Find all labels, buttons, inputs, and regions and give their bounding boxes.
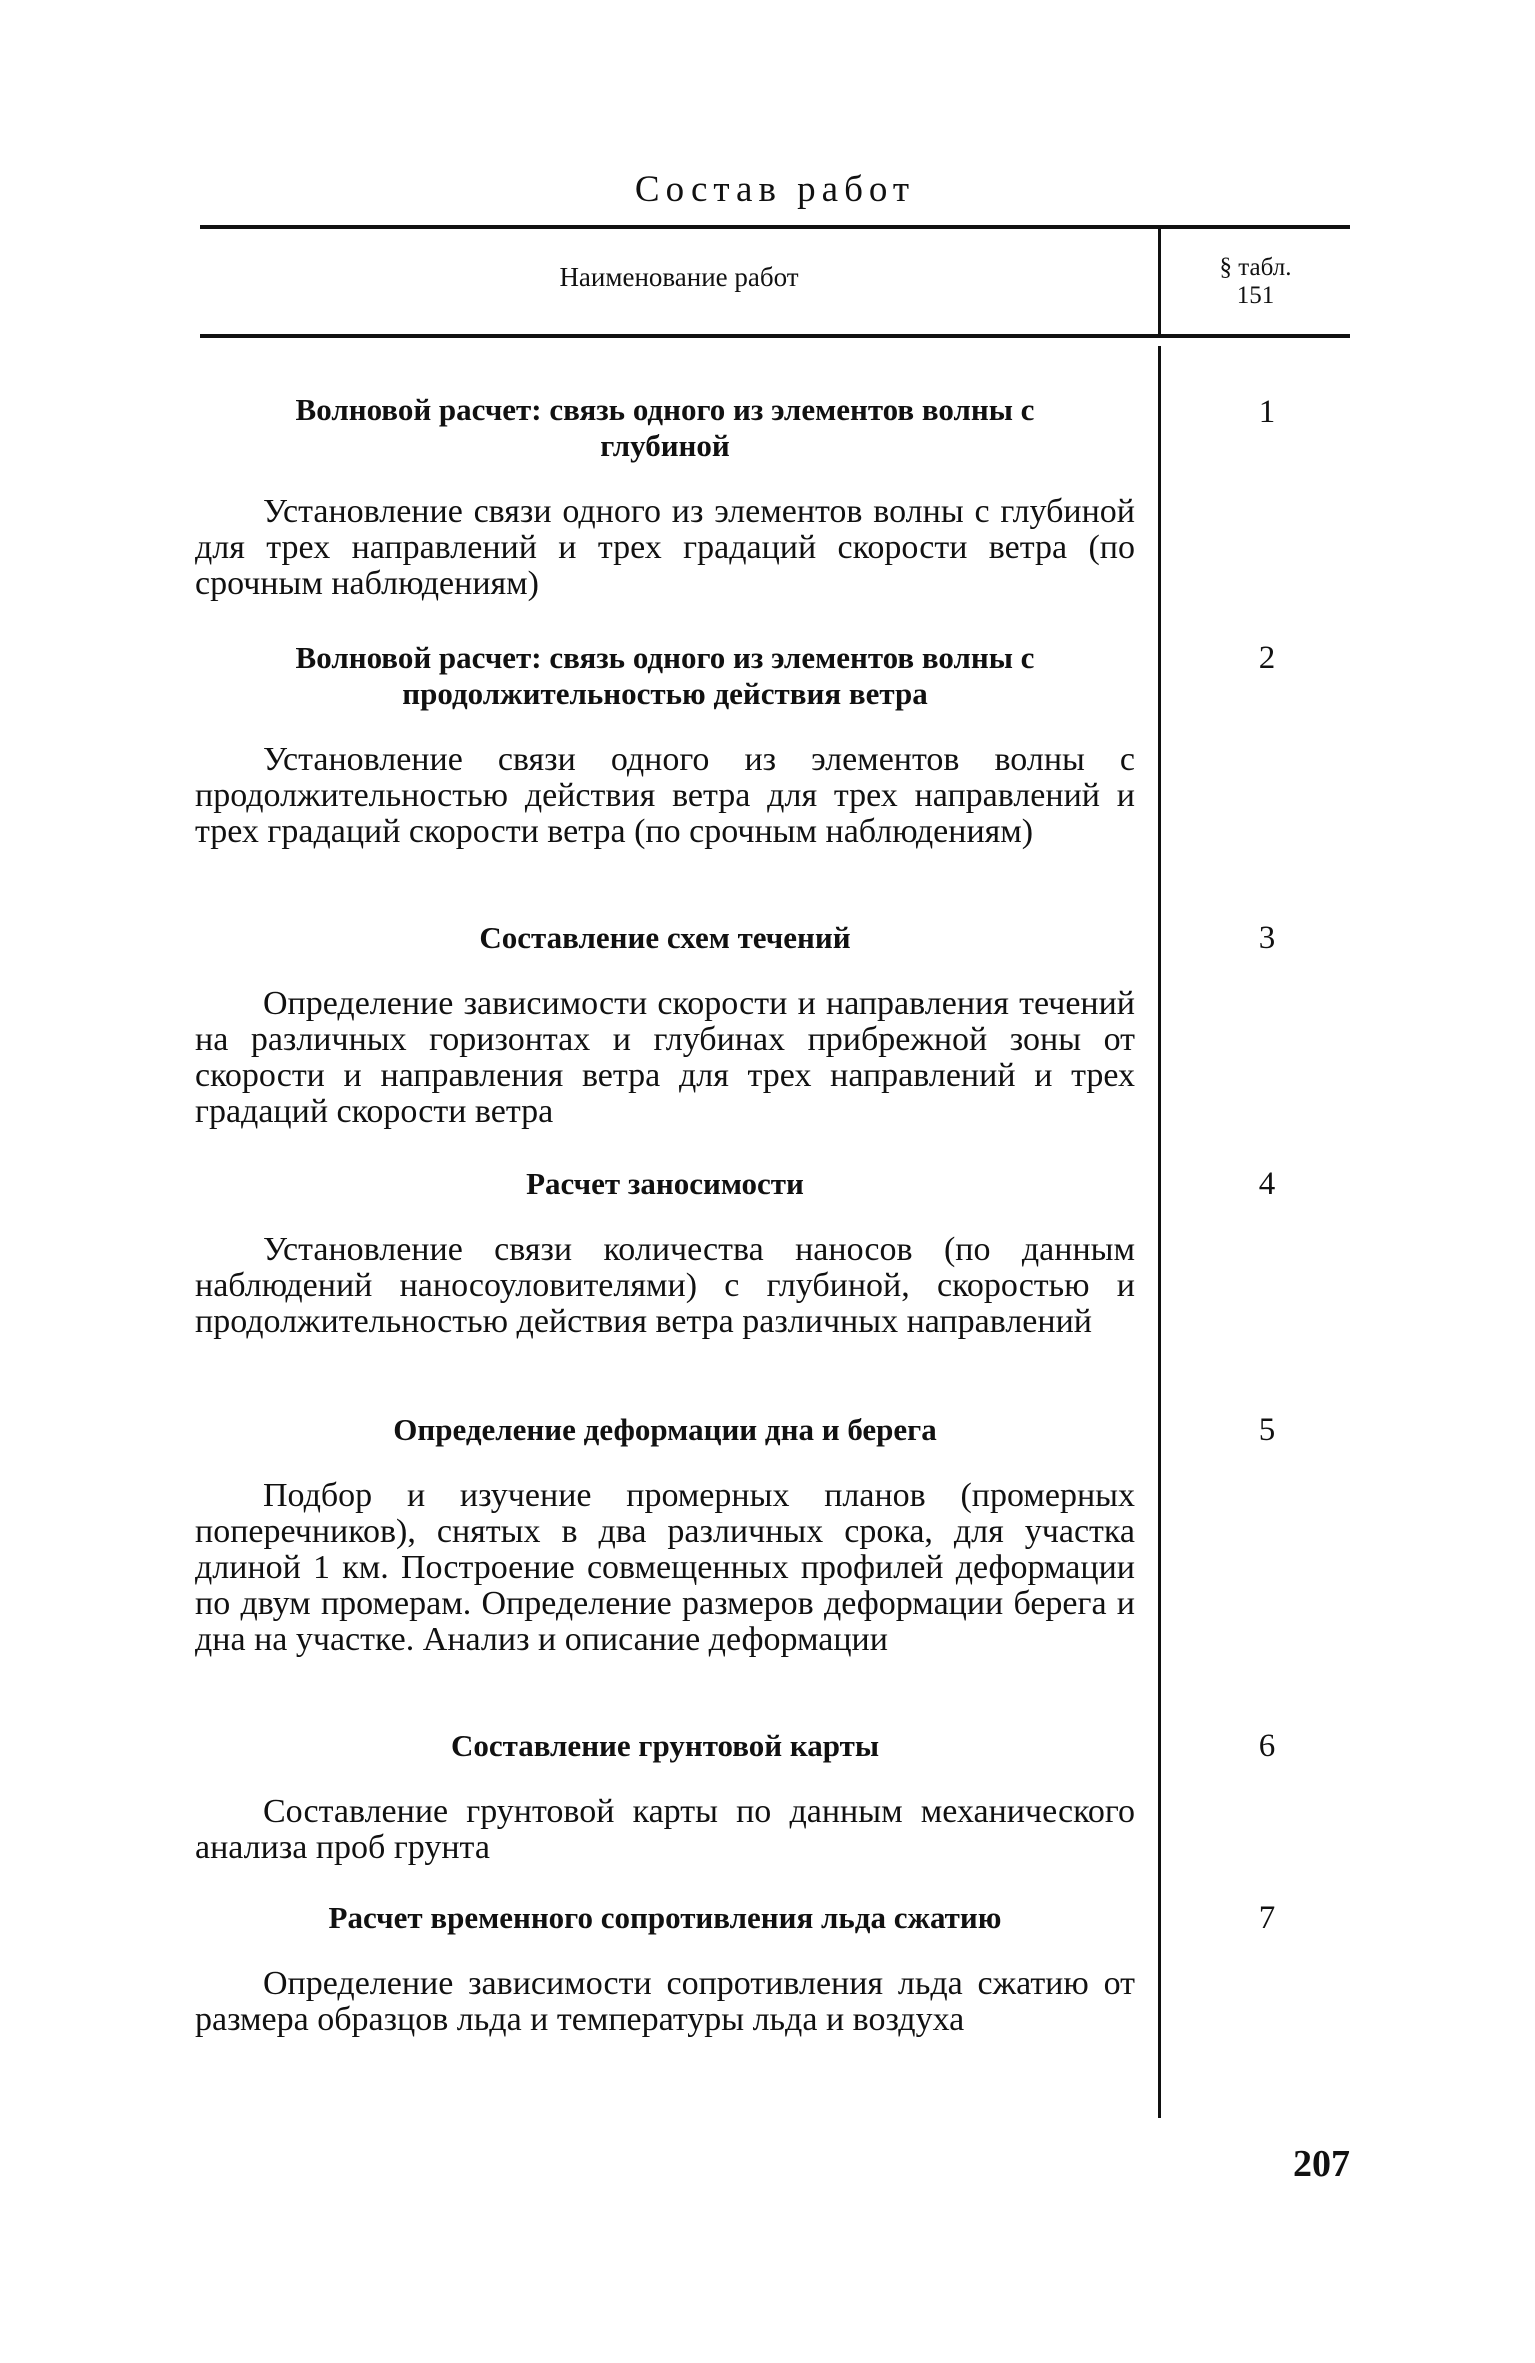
work-description: Установление связи одного из элементов волны с глубиной для трех направлений и трех градаций скорости ветра (по срочным наблюдениям) <box>195 493 1135 602</box>
body-column-divider <box>1158 346 1161 2118</box>
page-number: 207 <box>1293 2143 1350 2185</box>
work-ref: 4 <box>1258 1166 1276 1202</box>
work-entry <box>195 392 1135 602</box>
work-description: Установление связи одного из элементов волны с продолжительностью действия ветра для трех направлений и трех градаций скорости ветра (по срочным наблюдениям) <box>195 741 1135 850</box>
work-ref: 7 <box>1258 1900 1276 1936</box>
work-entry <box>195 640 1135 850</box>
header-column-divider <box>1158 229 1161 334</box>
table-header-rule <box>200 334 1350 338</box>
work-heading: Волновой расчет: связь одного из элементов волны с глубиной <box>295 392 1035 463</box>
work-entry <box>195 1412 1135 1658</box>
work-description: Подбор и изучение промерных планов (промерных поперечников), снятых в два различных срока, для участка длиной 1 км. Построение совмещенных профилей деформации по двум промерам. Определение размеров деформации берега и дна на участке. Анализ и описание деформации <box>195 1477 1135 1658</box>
work-heading: Расчет заносимости <box>526 1166 804 1201</box>
column-header-ref <box>1161 254 1350 310</box>
column-header-ref-number: 151 <box>1236 282 1275 309</box>
work-ref: 5 <box>1258 1412 1276 1448</box>
work-ref: 6 <box>1258 1728 1276 1764</box>
table-top-rule <box>200 225 1350 229</box>
work-heading: Составление схем течений <box>479 920 851 955</box>
work-description: Определение зависимости скорости и направления течений на различных горизонтах и глубинах прибрежной зоны от скорости и направления ветра для трех направлений и трех градаций скорости ветра <box>195 985 1135 1130</box>
column-header-name: Наименование работ <box>559 262 799 292</box>
work-heading: Волновой расчет: связь одного из элементов волны с продолжительностью действия ветра <box>295 640 1035 711</box>
column-header-ref-symbol: § табл. <box>1219 254 1292 281</box>
work-description: Определение зависимости сопротивления льда сжатию от размера образцов льда и температуры льда и воздуха <box>195 1965 1135 2038</box>
work-entry <box>195 1728 1135 1866</box>
work-entry <box>195 1166 1135 1340</box>
work-heading: Расчет временного сопротивления льда сжатию <box>328 1900 1002 1935</box>
work-ref: 3 <box>1258 920 1276 956</box>
work-ref: 1 <box>1258 394 1276 430</box>
work-description: Установление связи количества наносов (по данным наблюдений наносоуловителями) с глубиной, скоростью и продолжительностью действия ветра различных направлений <box>195 1231 1135 1340</box>
work-ref: 2 <box>1258 640 1276 676</box>
work-entry <box>195 1900 1135 2038</box>
work-heading: Определение деформации дна и берега <box>393 1412 937 1447</box>
work-entry <box>195 920 1135 1130</box>
work-description: Составление грунтовой карты по данным механического анализа проб грунта <box>195 1793 1135 1866</box>
page-title: Состав работ <box>634 169 916 210</box>
work-heading: Составление грунтовой карты <box>450 1728 880 1763</box>
